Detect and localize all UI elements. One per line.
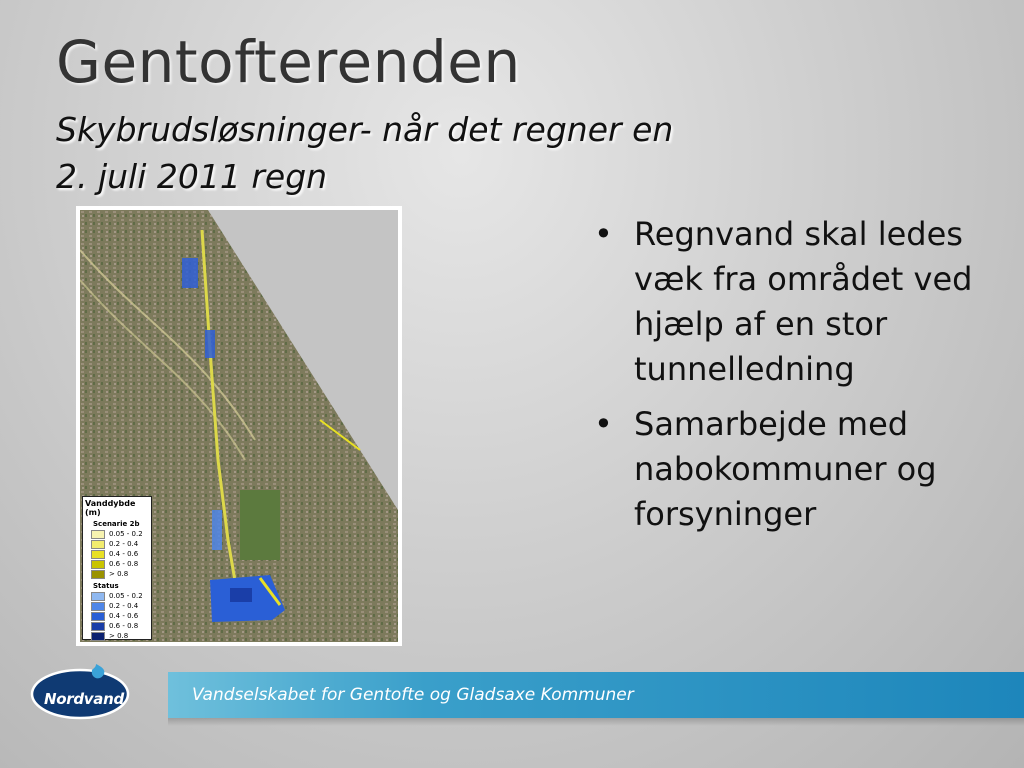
footer-shadow — [168, 718, 1024, 726]
bullet-item: • Samarbejde med nabokommuner og forsyninger — [592, 402, 1012, 537]
legend-swatch — [91, 622, 105, 631]
legend-swatch — [91, 592, 105, 601]
bullet-list — [592, 212, 1012, 547]
legend-swatch — [91, 602, 105, 611]
legend-row — [85, 559, 149, 569]
subtitle-line-1: Skybrudsløsninger- når det regner en — [56, 110, 674, 149]
bullet-dot-icon: • — [594, 405, 613, 443]
legend-label: > 0.8 — [109, 632, 129, 640]
legend-label: 0.05 - 0.2 — [109, 530, 143, 538]
legend-row — [85, 569, 149, 579]
logo-wordmark: Nordvand — [44, 690, 124, 708]
legend-group-scenario: Scenarie 2b — [93, 520, 140, 528]
legend-row — [85, 631, 149, 641]
legend-label: 0.05 - 0.2 — [109, 592, 143, 600]
legend-label: 0.4 - 0.6 — [109, 612, 139, 620]
flood-map-image — [76, 206, 402, 646]
legend-label: > 0.8 — [109, 570, 129, 578]
legend-row — [85, 611, 149, 621]
legend-swatch — [91, 530, 105, 539]
legend-label: 0.2 - 0.4 — [109, 602, 139, 610]
legend-row — [85, 549, 149, 559]
legend-row — [85, 529, 149, 539]
subtitle-line-2: 2. juli 2011 regn — [56, 157, 328, 196]
legend-row — [85, 539, 149, 549]
legend-swatch — [91, 560, 105, 569]
legend-label: 0.2 - 0.4 — [109, 540, 139, 548]
legend-swatch — [91, 570, 105, 579]
slide-subtitle — [56, 106, 856, 200]
bullet-dot-icon: • — [594, 215, 613, 253]
legend-row — [85, 601, 149, 611]
legend-row — [85, 621, 149, 631]
map-legend — [82, 496, 152, 640]
legend-label: 0.6 - 0.8 — [109, 622, 139, 630]
legend-label: 0.4 - 0.6 — [109, 550, 139, 558]
legend-group-status: Status — [93, 582, 119, 590]
legend-label: 0.6 - 0.8 — [109, 560, 139, 568]
legend-swatch — [91, 540, 105, 549]
legend-swatch — [91, 632, 105, 641]
legend-title: Vanddybde (m) — [85, 499, 136, 517]
bullet-item: • Regnvand skal ledes væk fra området ved hjælp af en stor tunnelledning — [592, 212, 1012, 392]
legend-swatch — [91, 612, 105, 621]
footer-text: Vandselskabet for Gentofte og Gladsaxe Kommuner — [192, 685, 634, 705]
slide-title: Gentofterenden — [56, 28, 521, 96]
legend-swatch — [91, 550, 105, 559]
legend-row — [85, 591, 149, 601]
